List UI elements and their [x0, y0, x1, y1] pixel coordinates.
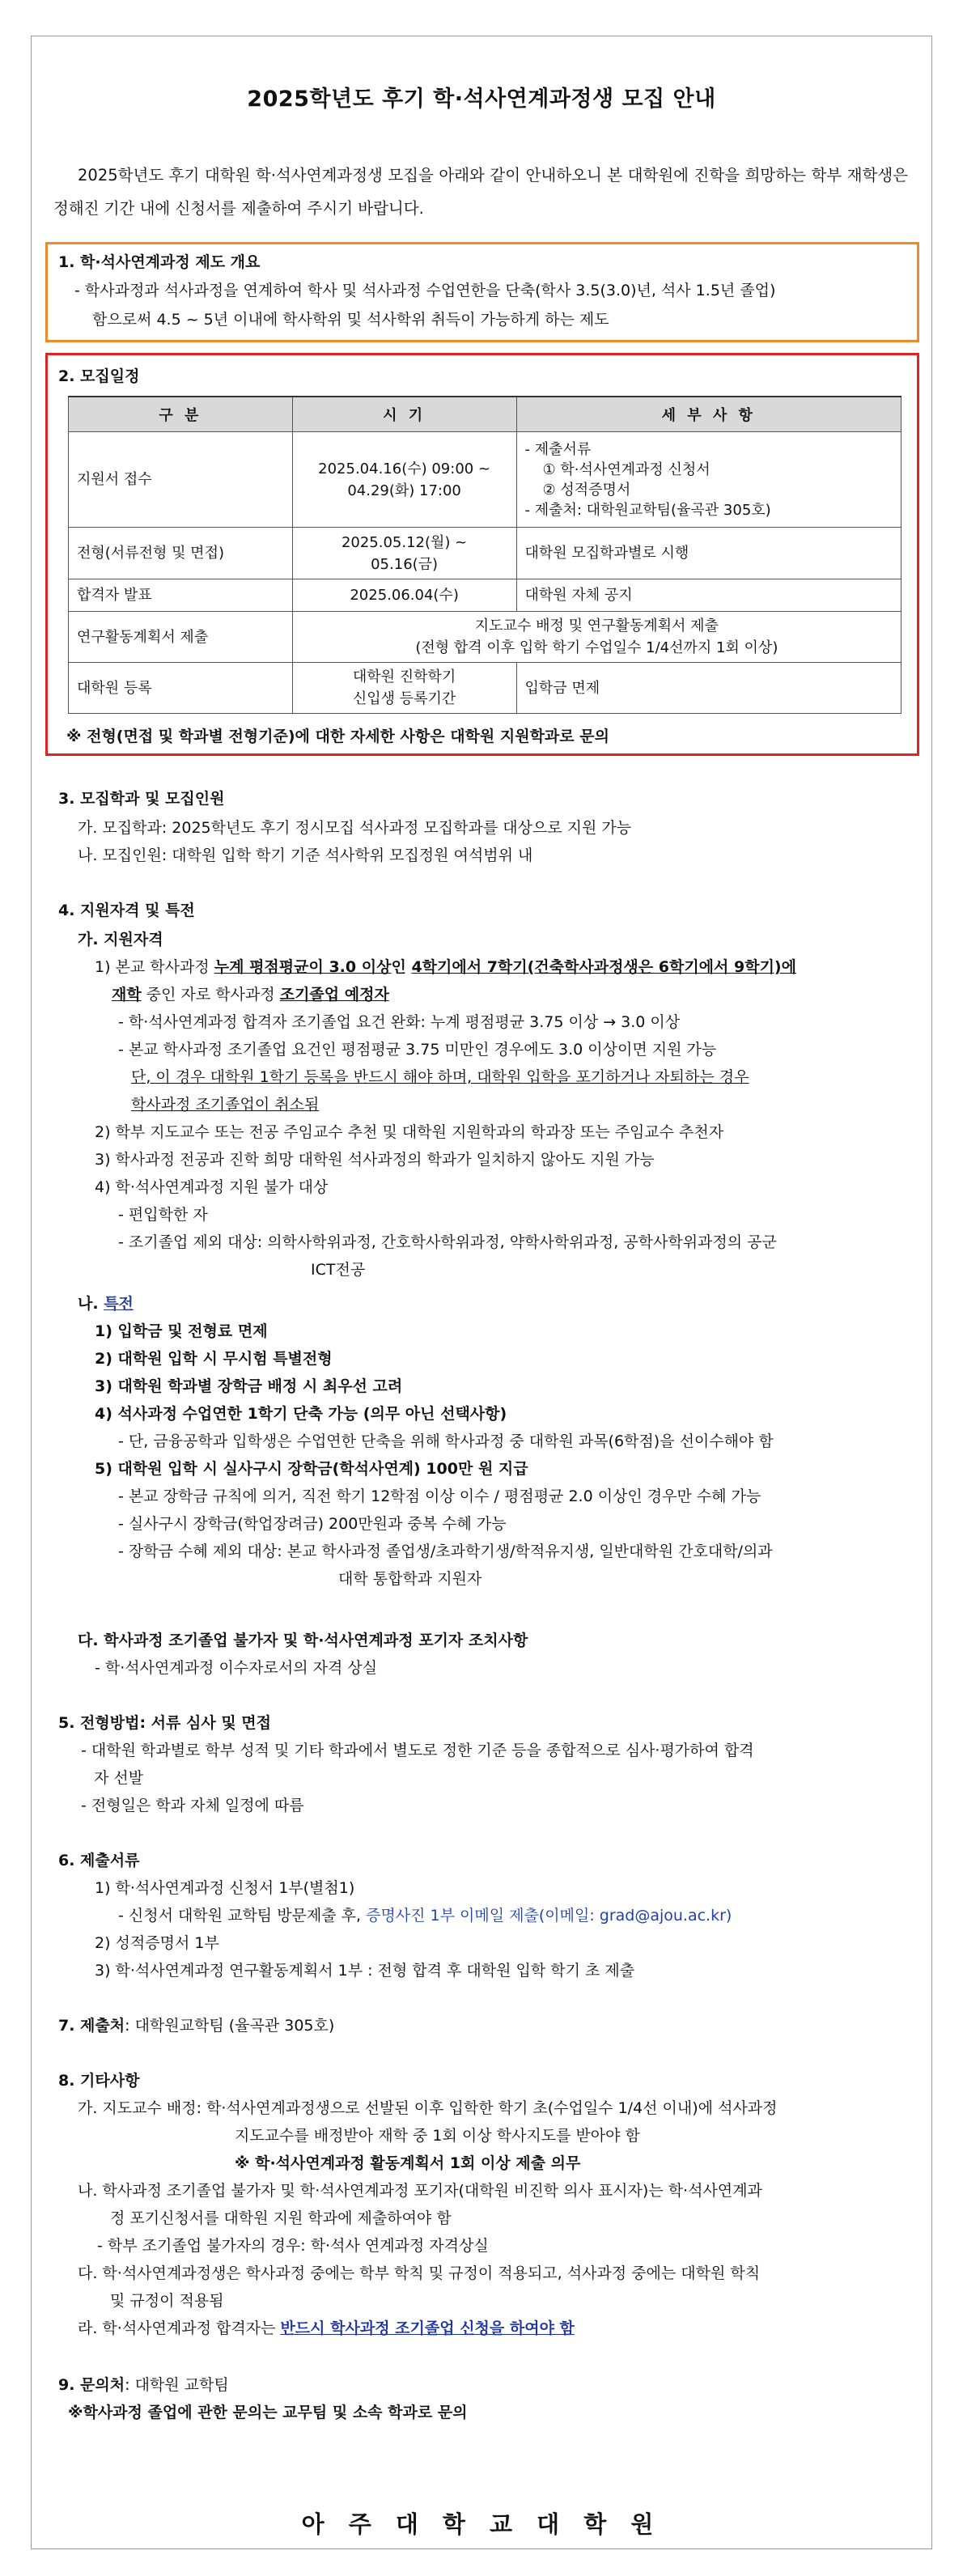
- section-1-line-1: - 학사과정과 석사과정을 연계하여 학사 및 석사과정 수업연한을 단축(학사 3.5(3.0)년, 석사 1.5년 졸업): [74, 282, 776, 299]
- benefit-3: 3) 대학원 학과별 장학금 배정 시 최우선 고려: [95, 1377, 403, 1395]
- eligibility-1-semester: 4학기에서 7학기(건축학사과정생은 6학기에서 9학기)에: [411, 958, 796, 976]
- section-5-line-1: - 대학원 학과별로 학부 성적 및 기타 학과에서 별도로 정한 기준 등을 종합적으로 심사·평가하여 합격: [81, 1742, 754, 1759]
- eligibility-1: [95, 955, 796, 979]
- eligibility-1-part: 중인 자로 학사과정: [141, 986, 280, 1004]
- schedule-row-announcement: [69, 579, 901, 612]
- early-graduation-requirement: 반드시 학사과정 조기졸업 신청을 하여야 함: [280, 2319, 575, 2337]
- section-8-a-note: ※ 학·석사연계과정 활동계획서 1회 이상 제출 의무: [235, 2154, 581, 2172]
- period-line-1: 대학원 진학학기: [352, 668, 456, 685]
- eligibility-2: 2) 학부 지도교수 또는 전공 주임교수 추천 및 대학원 지원학과의 학과장 또는 주임교수 추천자: [95, 1123, 724, 1141]
- row-application-label: 지원서 접수: [69, 432, 293, 528]
- benefit-4-sub: - 단, 금융공학과 입학생은 수업연한 단축을 위해 학사과정 중 대학원 과목(6학점)을 선이수해야 함: [118, 1432, 774, 1450]
- eligibility-1-part: 1) 본교 학사과정: [95, 958, 214, 976]
- period-start: 2025.04.16(수) 09:00 ~: [318, 460, 491, 477]
- schedule-header-row: [69, 397, 901, 432]
- section-8-d-part: 라. 학·석사연계과정 합격자는: [78, 2319, 281, 2337]
- row-screening-label: 전형(서류전형 및 면접): [69, 528, 293, 579]
- detail-doc-2: ② 성적증명서: [542, 481, 631, 499]
- benefits-label: 특전: [104, 1295, 134, 1313]
- benefit-5-sub-4: 대학 통합학과 지원자: [338, 1570, 482, 1588]
- section-8-b-line-3: - 학부 조기졸업 불가자의 경우: 학·석사 연계과정 자격상실: [97, 2237, 489, 2255]
- section-4-c-heading: 다. 학사과정 조기졸업 불가자 및 학·석사연계과정 포기자 조치사항: [78, 1632, 528, 1649]
- section-4-a-heading: 가. 지원자격: [78, 931, 163, 948]
- row-research-plan-label: 연구활동계획서 제출: [69, 612, 293, 663]
- schedule-note: ※ 전형(면접 및 학과별 전형기준)에 대한 자세한 사항은 대학원 지원학과로 문의: [66, 728, 609, 745]
- benefit-5-sub-1: - 본교 장학금 규칙에 의거, 직전 학기 12학점 이상 이수 / 평점평균 2.0 이상인 경우만 수혜 가능: [118, 1487, 761, 1505]
- university-signature: 아 주 대 학 교 대 학 원: [301, 2510, 662, 2538]
- schedule-table: [68, 396, 901, 714]
- period-start: 2025.05.12(월) ~: [341, 533, 468, 551]
- schedule-row-application: [69, 432, 901, 528]
- document-1: 1) 학·석사연계과정 신청서 1부(별첨1): [95, 1879, 355, 1897]
- header-category: 구 분: [69, 397, 293, 432]
- intro-paragraph: 2025학년도 후기 대학원 학·석사연계과정생 모집을 아래와 같이 안내하오니 본 대학원에 진학을 희망하는 학부 재학생은 정해진 기간 내에 신청서를 제출하여 주시기 바랍니다.: [53, 166, 908, 218]
- row-announcement-label: 합격자 발표: [69, 579, 293, 612]
- photo-email-submission[interactable]: 증명사진 1부 이메일 제출(이메일: grad@ajou.ac.kr): [366, 1907, 732, 1925]
- eligibility-1-cont: [112, 982, 389, 1007]
- eligibility-4: 4) 학·석사연계과정 지원 불가 대상: [95, 1178, 329, 1196]
- section-8-b-line-1: 나. 학사과정 조기졸업 불가자 및 학·석사연계과정 포기자(대학원 비진학 의사 표시자)는 학·석사연계과: [78, 2182, 762, 2200]
- document-2: 2) 성적증명서 1부: [95, 1934, 219, 1952]
- section-6-heading: 6. 제출서류: [58, 1852, 140, 1869]
- row-registration-label: 대학원 등록: [69, 663, 293, 714]
- eligibility-1-sub-3: 단, 이 경우 대학원 1학기 등록을 반드시 해야 하며, 대학원 입학을 포기하거나 자퇴하는 경우: [131, 1068, 749, 1086]
- section-5-line-2: 자 선발: [94, 1769, 144, 1787]
- page-title: 2025학년도 후기 학·석사연계과정생 모집 안내: [247, 87, 716, 112]
- eligibility-1-sub-1: - 학·석사연계과정 합격자 조기졸업 요건 완화: 누계 평점평균 3.75 이상 → 3.0 이상: [118, 1013, 681, 1031]
- benefit-5: 5) 대학원 입학 시 실사구시 장학금(학석사연계) 100만 원 지급: [95, 1460, 528, 1478]
- row-announcement-details: 대학원 자체 공지: [516, 579, 901, 612]
- period-line-2: 신입생 등록기간: [352, 690, 456, 707]
- eligibility-4-sub-3: ICT전공: [311, 1261, 366, 1279]
- detail-docs: - 제출서류: [524, 440, 592, 458]
- research-plan-line-1: 지도교수 배정 및 연구활동계획서 제출: [474, 617, 719, 634]
- detail-submit-to: - 제출처: 대학원교학팀(율곡관 305호): [524, 501, 771, 519]
- period-end: 05.16(금): [371, 555, 439, 573]
- section-3-heading: 3. 모집학과 및 모집인원: [58, 790, 225, 808]
- research-plan-line-2: (전형 합격 이후 입학 학기 수업일수 1/4선까지 1회 이상): [415, 639, 778, 656]
- row-application-details: [516, 432, 901, 528]
- benefit-5-sub-3: - 장학금 수혜 제외 대상: 본교 학사과정 졸업생/초과학기생/학적유지생, 일반대학원 간호대학/의과: [118, 1543, 773, 1560]
- eligibility-1-part: 인: [391, 958, 412, 976]
- section-5-line-3: - 전형일은 학과 자체 일정에 따름: [81, 1797, 304, 1814]
- section-9-heading: 9. 문의처: [58, 2376, 125, 2394]
- document-1-sub-part: - 신청서 대학원 교학팀 방문제출 후,: [118, 1907, 367, 1925]
- section-4-c-sub: - 학·석사연계과정 이수자로서의 자격 상실: [95, 1659, 378, 1677]
- section-1-line-2: 함으로써 4.5 ~ 5년 이내에 학사학위 및 석사학위 취득이 가능하게 하는 제도: [92, 311, 609, 329]
- eligibility-1-sub-4: 학사과정 조기졸업이 취소됨: [131, 1096, 320, 1114]
- eligibility-3: 3) 학사과정 전공과 진학 희망 대학원 석사과정의 학과가 일치하지 않아도 지원 가능: [95, 1151, 655, 1169]
- section-7-heading: 7. 제출처: [58, 2017, 125, 2035]
- schedule-row-research-plan: [69, 612, 901, 663]
- benefit-2: 2) 대학원 입학 시 무시험 특별전형: [95, 1350, 333, 1368]
- section-8-c-line-1: 다. 학·석사연계과정생은 학사과정 중에는 학부 학칙 및 규정이 적용되고, 석사과정 중에는 대학원 학칙: [78, 2264, 761, 2282]
- row-registration-period: [292, 663, 516, 714]
- row-research-plan-details: [292, 612, 901, 663]
- section-8-heading: 8. 기타사항: [58, 2072, 140, 2090]
- eligibility-1-gpa: 누계 평점평균이 3.0 이상: [214, 958, 392, 976]
- section-7-text: : 대학원교학팀 (율곡관 305호): [125, 2017, 335, 2035]
- row-screening-details: 대학원 모집학과별로 시행: [516, 528, 901, 579]
- header-details: 세 부 사 항: [516, 397, 901, 432]
- section-9-note: ※학사과정 졸업에 관한 문의는 교무팀 및 소속 학과로 문의: [68, 2404, 468, 2421]
- eligibility-4-sub-2: - 조기졸업 제외 대상: 의학사학위과정, 간호학사학위과정, 약학사학위과정, 공학사학위과정의 공군: [118, 1233, 777, 1251]
- benefit-4: 4) 석사과정 수업연한 1학기 단축 가능 (의무 아닌 선택사항): [95, 1405, 507, 1423]
- document-3: 3) 학·석사연계과정 연구활동계획서 1부 : 전형 합격 후 대학원 입학 학기 초 제출: [95, 1962, 635, 1980]
- section-8-b-line-2: 정 포기신청서를 대학원 지원 학과에 제출하여야 함: [110, 2209, 452, 2227]
- eligibility-1-early-grad: 조기졸업 예정자: [279, 986, 389, 1004]
- section-3-line-b: 나. 모집인원: 대학원 입학 학기 기준 석사학위 모집정원 여석범위 내: [78, 847, 533, 864]
- row-announcement-period: 2025.06.04(수): [292, 579, 516, 612]
- benefit-1: 1) 입학금 및 전형료 면제: [95, 1322, 268, 1340]
- section-8-c-line-2: 및 규정이 적용됨: [110, 2292, 224, 2310]
- benefit-5-sub-2: - 실사구시 장학금(학업장려금) 200만원과 중복 수혜 가능: [118, 1515, 507, 1533]
- section-7: [58, 2014, 334, 2038]
- section-8-d: [78, 2316, 575, 2340]
- period-end: 04.29(화) 17:00: [347, 482, 461, 499]
- section-4-heading: 4. 지원자격 및 특전: [58, 902, 195, 919]
- section-2-heading: 2. 모집일정: [58, 367, 140, 385]
- detail-doc-1: ① 학·석사연계과정 신청서: [542, 460, 711, 478]
- document-1-sub: [118, 1903, 732, 1928]
- section-4-b-heading: [78, 1292, 134, 1316]
- section-3-line-a: 가. 모집학과: 2025학년도 후기 정시모집 석사과정 모집학과를 대상으로 지원 가능: [78, 819, 632, 837]
- section-9: [58, 2373, 229, 2397]
- section-5-heading: 5. 전형방법: 서류 심사 및 면접: [58, 1714, 272, 1732]
- schedule-row-registration: [69, 663, 901, 714]
- eligibility-1-enrolled: 재학: [112, 986, 142, 1004]
- row-application-period: [292, 432, 516, 528]
- eligibility-1-sub-2: - 본교 학사과정 조기졸업 요건인 평점평균 3.75 미만인 경우에도 3.0 이상이면 지원 가능: [118, 1041, 717, 1059]
- eligibility-4-sub-1: - 편입학한 자: [118, 1206, 208, 1224]
- schedule-row-screening: [69, 528, 901, 579]
- header-period: 시 기: [292, 397, 516, 432]
- section-1-heading: 1. 학·석사연계과정 제도 개요: [58, 253, 261, 271]
- section-9-text: : 대학원 교학팀: [125, 2376, 229, 2394]
- section-8-a-line-2: 지도교수를 배정받아 재학 중 1회 이상 학사지도를 받아야 함: [235, 2127, 640, 2145]
- benefits-prefix: 나.: [78, 1295, 104, 1313]
- row-registration-details: 입학금 면제: [516, 663, 901, 714]
- row-screening-period: [292, 528, 516, 579]
- section-8-a-line-1: 가. 지도교수 배정: 학·석사연계과정생으로 선발된 이후 입학한 학기 초(수업일수 1/4선 이내)에 석사과정: [78, 2099, 778, 2117]
